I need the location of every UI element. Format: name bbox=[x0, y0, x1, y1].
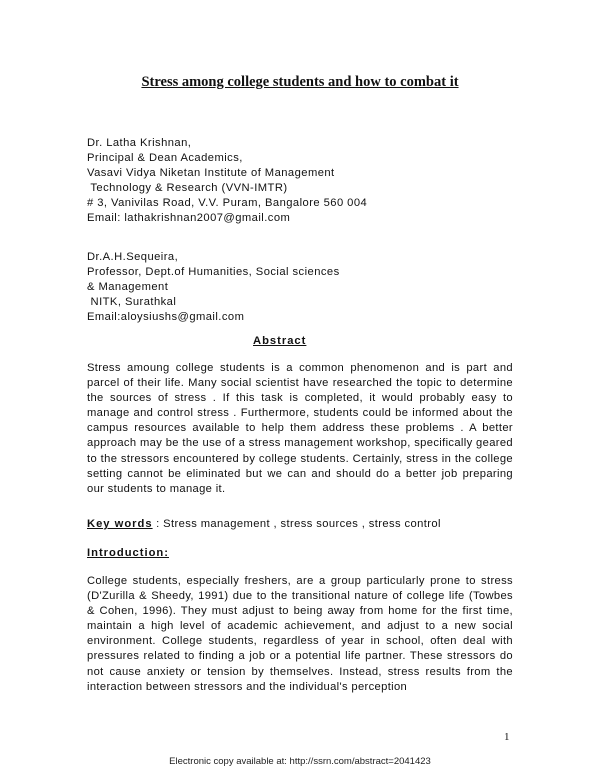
keywords-text: : Stress management , stress sources , stress control bbox=[152, 518, 441, 530]
abstract-paragraph: Stress amoung college students is a common phenomenon and is part and parcel of their life. Many social scientist have researched the topic to determine the sources of stress . If this task is completed, it would probably easy to manage and control stress . Furthermore, students could be informed about the campus resources available to help them address these problems . A better approach may be the use of a stress management workshop, specifically geared to the stressors encountered by college students. Certainly, stress in the college setting cannot be eliminated but we can and should do a better job preparing our students to manage it. bbox=[87, 362, 513, 495]
author-2-line: Professor, Dept.of Humanities, Social sciences bbox=[87, 266, 340, 278]
author-2-line: & Management bbox=[87, 281, 169, 293]
keywords-label: Key words bbox=[87, 518, 153, 530]
paper-title: Stress among college students and how to combat it bbox=[141, 74, 459, 90]
introduction-paragraph: College students, especially freshers, are a group particularly prone to stress (D'Zurilla & Sheedy, 1991) due to the transitional nature of college life (Towbes & Cohen, 1996). They must adjust to being away from home for the first time, maintain a high level of academic achievement, and adjust to a new social environment. College students, regardless of year in school, often deal with pressures related to finding a job or a potential life partner. These stressors do not cause anxiety or tension by themselves. Instead, stress results from the interaction between stressors and the individual's perception bbox=[87, 575, 513, 693]
author-2-block bbox=[87, 250, 517, 325]
abstract-heading: Abstract bbox=[253, 335, 307, 347]
author-1-line: # 3, Vanivilas Road, V.V. Puram, Bangalore 560 004 bbox=[87, 197, 368, 209]
introduction-heading: Introduction: bbox=[87, 547, 169, 559]
author-2-line: Dr.A.H.Sequeira, bbox=[87, 251, 179, 263]
author-1-email: Email: lathakrishnan2007@gmail.com bbox=[87, 212, 291, 224]
author-1-block bbox=[87, 136, 517, 226]
author-1-line: Vasavi Vidya Niketan Institute of Management bbox=[87, 167, 335, 179]
keywords-line bbox=[87, 518, 517, 530]
author-2-line: NITK, Surathkal bbox=[87, 296, 177, 308]
author-2-email: Email:aloysiushs@gmail.com bbox=[87, 311, 245, 323]
author-1-line: Principal & Dean Academics, bbox=[87, 152, 243, 164]
author-1-line: Technology & Research (VVN-IMTR) bbox=[87, 182, 288, 194]
page-number: 1 bbox=[504, 731, 510, 743]
footer-ssrn-link[interactable]: Electronic copy available at: http://ssrn.com/abstract=2041423 bbox=[169, 756, 431, 767]
author-1-line: Dr. Latha Krishnan, bbox=[87, 137, 192, 149]
